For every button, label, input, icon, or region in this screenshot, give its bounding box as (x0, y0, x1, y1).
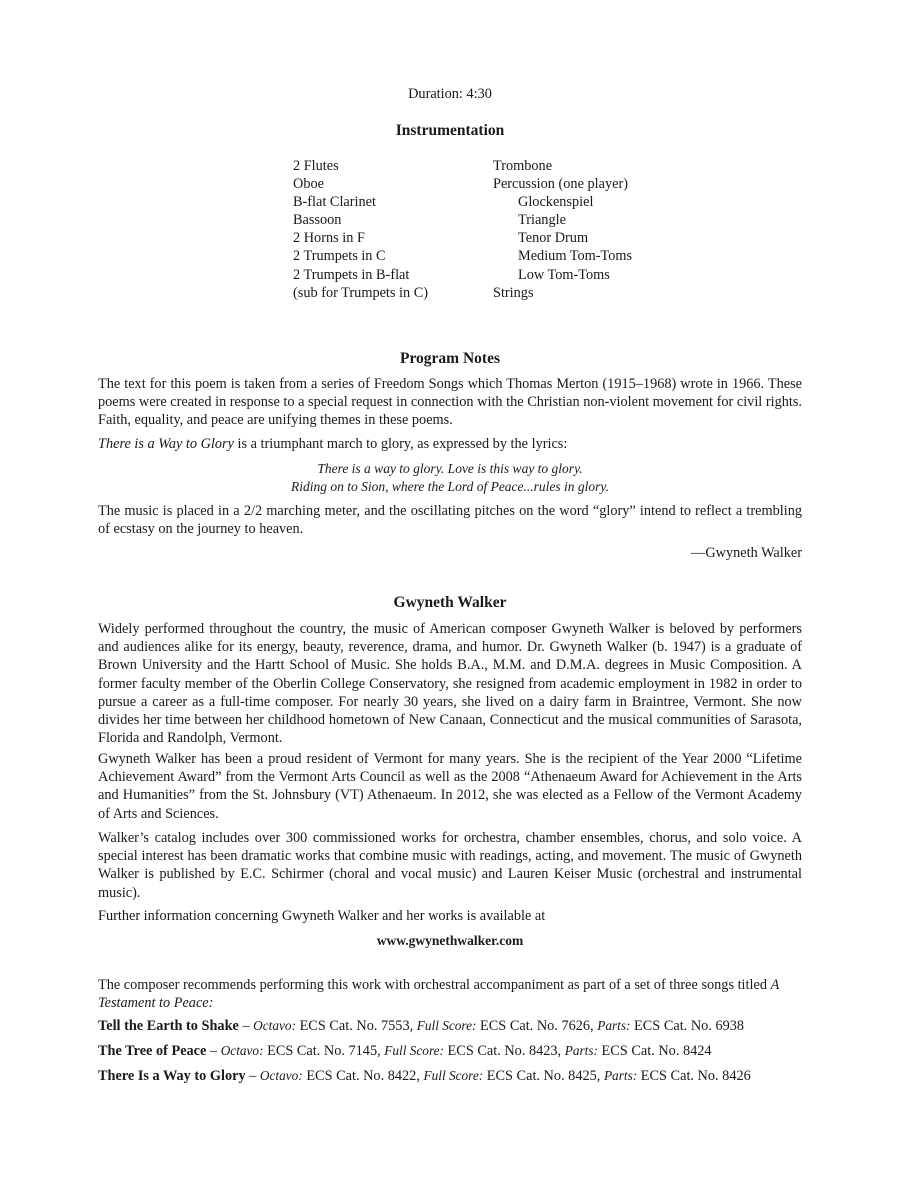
program-notes-paragraph: The text for this poem is taken from a series of Freedom Songs which Thomas Merton (1915–1968) wrote in 1966. These poems were created in response to a special request in connection with the Christian non-violent movement for civil rights. Faith, equality, and peace are unifying themes in these poems. (98, 376, 802, 429)
recommendation-paragraph (98, 976, 802, 1012)
bio-heading: Gwyneth Walker (393, 594, 507, 611)
instrument-item: 2 Trumpets in C (293, 248, 386, 265)
catalog-label: Octavo: (220, 1043, 264, 1058)
catalog-number: ECS Cat. No. 8423, (447, 1043, 562, 1059)
duration: Duration: 4:30 (408, 86, 492, 102)
instrument-item: Trombone (493, 158, 553, 174)
catalog-label: Octavo: (259, 1068, 303, 1083)
instrument-item: B-flat Clarinet (293, 194, 376, 211)
website-link[interactable]: www.gwynethwalker.com (376, 933, 524, 948)
instrumentation-heading: Instrumentation (395, 122, 505, 139)
catalog-entry: The Tree of Peace – Octavo: ECS Cat. No. 7145, Full Score: ECS Cat. No. 8423, Parts: ECS Cat. No. 8424 (98, 1043, 712, 1059)
catalog-label: Full Score: (384, 1043, 444, 1058)
catalog-label: Parts: (597, 1018, 631, 1033)
set-title: A Testament to Peace: (98, 977, 780, 1012)
catalog-title: There Is a Way to Glory (98, 1068, 246, 1084)
catalog-label: Parts: (564, 1043, 598, 1058)
bio-paragraph: Further information concerning Gwyneth Walker and her works is available at (98, 908, 546, 924)
instrument-list-left (293, 157, 428, 302)
catalog-number: ECS Cat. No. 8424 (601, 1043, 712, 1059)
bio-paragraph: Widely performed throughout the country, the music of American composer Gwyneth Walker is beloved by performers and audiences alike for its energy, beauty, reverence, drama, and humor. Dr. Gwyneth Walker (b. 1947) is a graduate of Brown University and the Hartt School of Music. She holds B.A., M.M. and D.M.A. degrees in Music Composition. A former faculty member of the Oberlin College Conservatory, she resigned from academic employment in 1982 in order to pursue a career as a full-time composer. For nearly 30 years, she lived on a dairy farm in Braintree, Vermont. She now divides her time between her childhood hometown of New Canaan, Connecticut and the musical communities of Sarasota, Florida and Randolph, Vermont. (98, 621, 802, 747)
catalog-number: ECS Cat. No. 6938 (634, 1018, 745, 1034)
instrument-item: Percussion (one player) (493, 176, 628, 193)
instrument-item: Oboe (293, 176, 324, 193)
quote-line: There is a way to glory. Love is this way to glory. (317, 461, 583, 476)
paragraph-text: is a triumphant march to glory, as expressed by the lyrics: (233, 436, 568, 452)
catalog-label: Parts: (603, 1068, 638, 1083)
program-notes-heading: Program Notes (399, 350, 500, 367)
catalog-title: The Tree of Peace (98, 1043, 207, 1059)
bio-paragraph: Gwyneth Walker has been a proud resident of Vermont for many years. She is the recipient of the Year 2000 “Lifetime Achievement Award” from the Vermont Arts Council as well as the 2008 “Athenaeum Award for Achievement in the Arts and Humanities” from the St. Johnsbury (VT) Athenaeum. In 2012, she was elected as a Fellow of the Vermont Academy of Arts and Sciences. (98, 751, 802, 822)
instrument-subitem: Glockenspiel (518, 194, 594, 211)
catalog-number: ECS Cat. No. 7626, (480, 1018, 594, 1034)
instrument-list-right (493, 157, 632, 302)
paragraph-text: The composer recommends performing this work with orchestral accompaniment as part of a set of three songs titled (98, 977, 771, 993)
instrument-subitem: Triangle (518, 212, 566, 229)
quote-line: Riding on to Sion, where the Lord of Peace...rules in glory. (290, 479, 610, 495)
catalog-number: ECS Cat. No. 8422, (306, 1068, 420, 1084)
catalog-number: ECS Cat. No. 8426 (640, 1068, 751, 1084)
instrument-item: Bassoon (293, 212, 342, 229)
catalog-number: ECS Cat. No. 7553, (299, 1018, 414, 1034)
catalog-label: Octavo: (253, 1018, 296, 1033)
instrument-item: (sub for Trumpets in C) (293, 284, 429, 301)
catalog-number: ECS Cat. No. 8425, (486, 1068, 601, 1084)
instrument-item: 2 Trumpets in B-flat (293, 266, 410, 283)
instrument-subitem: Low Tom-Toms (518, 266, 610, 283)
bio-paragraph: Walker’s catalog includes over 300 commissioned works for orchestra, chamber ensembles, chorus, and solo voice. A special interest has been dramatic works that combine music with readings, acting, and movement. The music of Gwyneth Walker is published by E.C. Schirmer (choral and vocal music) and Lauren Keiser Music (orchestral and instrumental music). (98, 830, 802, 901)
instrument-subitem: Medium Tom-Toms (518, 248, 633, 265)
signature: —Gwyneth Walker (691, 545, 802, 561)
catalog-entry: Tell the Earth to Shake – Octavo: ECS Cat. No. 7553, Full Score: ECS Cat. No. 7626, Parts: ECS Cat. No. 6938 (98, 1018, 745, 1034)
instrument-item: Strings (493, 284, 534, 301)
program-notes-paragraph: The music is placed in a 2/2 marching meter, and the oscillating pitches on the word “glory” intend to reflect a trembling of ecstasy on the journey to heaven. (98, 503, 802, 538)
instrument-item: 2 Flutes (293, 158, 339, 174)
catalog-entry: There Is a Way to Glory – Octavo: ECS Cat. No. 8422, Full Score: ECS Cat. No. 8425, Parts: ECS Cat. No. 8426 (98, 1068, 751, 1084)
catalog-label: Full Score: (423, 1068, 484, 1083)
work-title: There is a Way to Glory (98, 436, 234, 452)
catalog-title: Tell the Earth to Shake (98, 1018, 239, 1034)
lyrics-quote (98, 460, 802, 496)
instrument-item: 2 Horns in F (293, 230, 365, 247)
program-notes-paragraph (98, 435, 802, 453)
instrument-subitem: Tenor Drum (518, 230, 589, 247)
catalog-number: ECS Cat. No. 7145, (267, 1043, 381, 1059)
catalog-label: Full Score: (416, 1018, 477, 1033)
